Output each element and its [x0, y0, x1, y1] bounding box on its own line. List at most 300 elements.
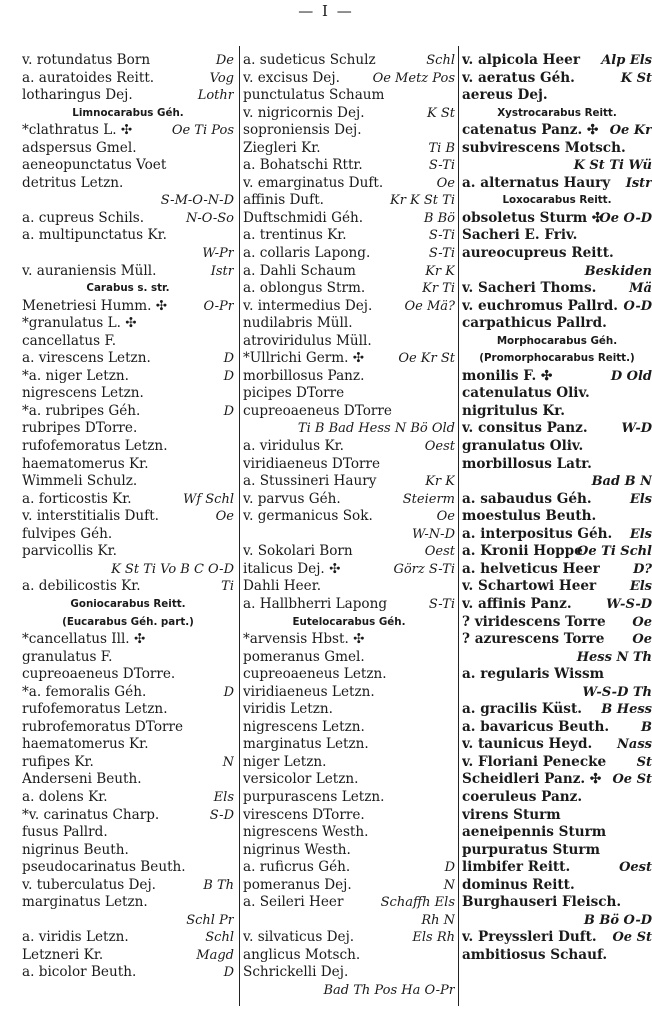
taxon-name: limbifer Reitt.	[462, 859, 571, 876]
species-entry	[462, 754, 652, 772]
taxon-name: v. alpicola Heer	[462, 52, 580, 68]
distribution-label: Oe Metz Pos	[372, 70, 455, 86]
taxon-name: ? viridescens Torre	[462, 613, 606, 630]
taxon-name: a. sudeticus Schulz	[243, 52, 376, 68]
taxon-name: Dahli Heer.	[243, 578, 322, 595]
species-entry	[462, 701, 652, 719]
taxon-name: fusus Pallrd.	[22, 824, 108, 841]
species-entry	[243, 52, 455, 70]
species-entry	[243, 385, 455, 403]
species-entry	[243, 403, 455, 421]
species-entry	[22, 894, 234, 912]
column-divider	[239, 46, 240, 1006]
distribution-label: D	[223, 965, 234, 981]
taxon-name: cancellatus F.	[22, 332, 117, 349]
distribution-label: D	[223, 351, 234, 367]
species-entry	[462, 175, 652, 193]
taxon-name: a. bavaricus Beuth.	[462, 718, 610, 735]
distribution-label: Oe	[436, 175, 455, 191]
taxon-name: Menetriesi Humm. ✣	[22, 297, 168, 314]
taxon-name: v. emarginatus Duft.	[243, 174, 384, 191]
taxon-name: v. euchromus Pallrd.	[462, 297, 618, 314]
species-entry	[243, 140, 455, 158]
species-entry	[22, 192, 234, 210]
taxon-name: subvirescens Motsch.	[462, 139, 626, 156]
distribution-label: Oe	[632, 614, 652, 630]
distribution-label: Oe	[632, 632, 652, 648]
taxon-name: *clathratus L. ✣	[22, 122, 133, 139]
distribution-label: Schl	[205, 930, 234, 946]
species-entry	[22, 701, 234, 719]
species-entry	[462, 157, 652, 175]
distribution-label: Oe St	[612, 772, 652, 788]
species-entry	[22, 754, 234, 772]
distribution-label: Istr	[625, 175, 652, 191]
taxon-name: virescens DTorre.	[243, 806, 365, 823]
species-entry	[462, 789, 652, 807]
species-entry	[462, 385, 652, 403]
species-entry	[462, 824, 652, 842]
distribution-label: K St	[427, 105, 455, 121]
species-entry	[462, 526, 652, 544]
species-entry	[462, 807, 652, 825]
taxon-name: coeruleus Panz.	[462, 788, 583, 805]
species-entry	[243, 982, 455, 1000]
distribution-label: Nass	[617, 737, 652, 753]
species-entry	[22, 456, 234, 474]
taxon-name: parvicollis Kr.	[22, 543, 117, 560]
taxon-name: a. forticostis Kr.	[22, 490, 132, 507]
species-entry	[462, 315, 652, 333]
taxon-name: moestulus Beuth.	[462, 508, 597, 525]
taxon-name: v. Sokolari Born	[243, 543, 353, 560]
species-entry	[22, 947, 234, 965]
taxon-name: soproniensis Dej.	[243, 122, 362, 139]
distribution-label: Oe Mä?	[404, 298, 455, 314]
distribution-label: Els	[629, 491, 652, 507]
taxon-name: *cancellatus Ill. ✣	[22, 631, 146, 648]
distribution-label: Oe O-D	[599, 210, 652, 226]
taxon-name: ? azurescens Torre	[462, 631, 605, 648]
taxon-name: obsoletus Sturm ✣	[462, 209, 604, 226]
taxon-name: picipes DTorre	[243, 385, 345, 402]
species-entry	[22, 736, 234, 754]
distribution-label: Ti	[221, 579, 234, 595]
taxon-name: v. Floriani Penecke	[462, 753, 607, 770]
species-entry	[462, 614, 652, 632]
distribution-label: Istr	[210, 263, 234, 279]
species-entry	[22, 561, 234, 579]
species-entry	[243, 157, 455, 175]
taxon-name: a. regularis Wissm	[462, 666, 605, 683]
taxon-name: a. ruficrus Géh.	[243, 859, 351, 876]
distribution-label: Ti B	[428, 140, 455, 156]
species-entry	[243, 210, 455, 228]
taxon-name: v. taunicus Heyd.	[462, 736, 593, 753]
taxon-name: a. multipunctatus Kr.	[22, 227, 167, 244]
taxon-name: viridiaeneus DTorre	[243, 455, 381, 472]
taxon-name: a. viridulus Kr.	[243, 438, 344, 455]
taxon-name: punctulatus Schaum	[243, 87, 385, 104]
taxon-name: a. oblongus Strm.	[243, 280, 366, 297]
taxon-name: haematomerus Kr.	[22, 736, 149, 753]
species-entry	[22, 719, 234, 737]
distribution-label: Oe Kr St	[398, 351, 455, 367]
distribution-label: Schl	[426, 53, 455, 68]
taxon-name: aereus Dej.	[462, 87, 548, 104]
distribution-label: N	[222, 754, 234, 770]
distribution-label: Mä	[629, 281, 652, 297]
taxon-name: a. sabaudus Géh.	[462, 490, 592, 507]
section-heading	[22, 280, 234, 298]
taxon-name: v. germanicus Sok.	[243, 508, 373, 525]
taxon-name: carpathicus Pallrd.	[462, 315, 607, 332]
column-3	[462, 52, 652, 964]
taxon-name: a. interpositus Géh.	[462, 525, 613, 542]
taxon-name: nigrescens Letzn.	[243, 718, 365, 735]
species-entry	[22, 245, 234, 263]
taxon-name: a. auratoides Reitt.	[22, 69, 155, 86]
heading-text: (Promorphocarabus Reitt.)	[479, 352, 635, 365]
species-entry	[22, 140, 234, 158]
species-entry	[462, 52, 652, 70]
heading-text: Morphocarabus Géh.	[496, 334, 618, 347]
taxon-name: a. collaris Lapong.	[243, 245, 371, 262]
species-entry	[22, 473, 234, 491]
species-entry	[462, 87, 652, 105]
species-entry	[462, 666, 652, 684]
distribution-label: B Hess	[601, 702, 652, 718]
species-entry	[22, 368, 234, 386]
distribution-label: Ti B Bad Hess N Bö Old	[297, 421, 455, 437]
distribution-label: Kr K	[425, 474, 455, 490]
taxon-name: aeneopunctatus Voet	[22, 157, 167, 174]
taxon-name: rubrofemoratus DTorre	[22, 718, 184, 735]
taxon-name: v. parvus Géh.	[243, 490, 341, 507]
taxon-name: aureocupreus Reitt.	[462, 245, 614, 262]
taxon-name: Scheidleri Panz. ✣	[462, 771, 602, 788]
species-entry	[462, 368, 652, 386]
species-entry	[22, 578, 234, 596]
taxon-name: a. gracilis Küst.	[462, 701, 582, 718]
species-entry	[462, 491, 652, 509]
species-entry	[22, 87, 234, 105]
taxon-name: haematomerus Kr.	[22, 455, 149, 472]
distribution-label: Bad Th Pos Ha O-Pr	[323, 982, 455, 998]
species-entry	[243, 526, 455, 544]
species-entry	[243, 666, 455, 684]
species-entry	[243, 929, 455, 947]
taxon-name: v. nigricornis Dej.	[243, 104, 365, 121]
taxon-name: niger Letzn.	[243, 753, 327, 770]
taxon-name: viridis Letzn.	[243, 701, 333, 718]
species-entry	[243, 789, 455, 807]
species-entry	[243, 473, 455, 491]
taxon-name: cupreoaeneus DTorre.	[22, 666, 176, 683]
distribution-label: St	[636, 754, 652, 770]
species-entry	[243, 912, 455, 930]
species-entry	[22, 929, 234, 947]
taxon-name: a. Stussineri Haury	[243, 473, 377, 490]
taxon-name: purpuratus Sturm	[462, 841, 600, 858]
taxon-name: cupreoaeneus Letzn.	[243, 666, 387, 683]
species-entry	[243, 105, 455, 123]
distribution-label: S-Ti	[428, 228, 455, 244]
species-entry	[243, 947, 455, 965]
species-entry	[462, 877, 652, 895]
column-divider	[458, 46, 459, 1006]
section-heading	[22, 105, 234, 123]
species-entry	[243, 701, 455, 719]
species-entry	[22, 350, 234, 368]
distribution-label: Oe Kr	[609, 123, 652, 139]
section-heading	[462, 333, 652, 351]
taxon-name: aeneipennis Sturm	[462, 824, 607, 841]
distribution-label: S-Ti	[428, 246, 455, 262]
species-entry	[22, 298, 234, 316]
taxon-name: dominus Reitt.	[462, 876, 575, 893]
species-entry	[462, 842, 652, 860]
species-entry	[22, 859, 234, 877]
taxon-name: *granulatus L. ✣	[22, 315, 137, 332]
taxon-name: *arvensis Hbst. ✣	[243, 631, 365, 648]
species-entry	[462, 649, 652, 667]
taxon-name: a. Bohatschi Rttr.	[243, 157, 363, 174]
taxon-name: nigritulus Kr.	[462, 402, 565, 419]
distribution-label: Vog	[209, 70, 234, 86]
taxon-name: v. excisus Dej.	[243, 69, 340, 86]
species-entry	[243, 842, 455, 860]
distribution-label: Bad B N	[591, 474, 652, 490]
distribution-label: D	[444, 860, 455, 876]
species-entry	[462, 438, 652, 456]
distribution-label: Schl Pr	[186, 912, 234, 928]
taxon-name: granulatus Oliv.	[462, 438, 584, 455]
distribution-label: D	[223, 403, 234, 419]
distribution-label: D Old	[610, 368, 652, 384]
species-entry	[22, 964, 234, 982]
distribution-label: D	[223, 368, 234, 384]
species-entry	[22, 52, 234, 70]
distribution-label: Oe Ti Pos	[171, 123, 234, 139]
taxon-name: versicolor Letzn.	[243, 771, 359, 788]
species-entry	[243, 543, 455, 561]
taxon-name: a. virescens Letzn.	[22, 350, 151, 367]
distribution-label: Oest	[424, 544, 455, 560]
species-entry	[462, 929, 652, 947]
distribution-label: W-Pr	[202, 246, 234, 262]
heading-text: Loxocarabus Reitt.	[502, 194, 612, 207]
species-entry	[22, 877, 234, 895]
species-entry	[462, 561, 652, 579]
species-entry	[243, 859, 455, 877]
taxon-name: italicus Dej. ✣	[243, 560, 341, 577]
species-entry	[22, 491, 234, 509]
distribution-label: Oest	[619, 860, 652, 876]
distribution-label: Rh N	[421, 912, 455, 928]
taxon-name: a. helveticus Heer	[462, 560, 600, 577]
heading-text: Carabus s. str.	[86, 282, 170, 295]
taxon-name: *Ullrichi Germ. ✣	[243, 350, 365, 367]
page-number: — I —	[298, 2, 354, 20]
distribution-label: Görz S-Ti	[393, 561, 455, 577]
taxon-name: Sacheri E. Friv.	[462, 227, 578, 244]
species-entry	[462, 420, 652, 438]
taxon-name: v. Sacheri Thoms.	[462, 280, 597, 297]
distribution-label: B Bö O-D	[583, 912, 652, 928]
species-entry	[243, 684, 455, 702]
taxon-name: Ziegleri Kr.	[243, 139, 321, 156]
heading-text: Goniocarabus Reitt.	[70, 597, 186, 610]
section-heading	[243, 614, 455, 632]
distribution-label: N	[443, 877, 455, 893]
distribution-label: D?	[633, 561, 652, 577]
taxon-name: rufofemoratus Letzn.	[22, 438, 168, 455]
taxon-name: Wimmeli Schulz.	[22, 473, 138, 490]
taxon-name: nudilabris Müll.	[243, 315, 353, 332]
section-heading	[462, 105, 652, 123]
taxon-name: Burghauseri Fleisch.	[462, 894, 622, 911]
species-entry	[243, 70, 455, 88]
species-entry	[243, 824, 455, 842]
taxon-name: viridiaeneus Letzn.	[243, 683, 375, 700]
species-entry	[243, 596, 455, 614]
taxon-name: pseudocarinatus Beuth.	[22, 859, 186, 876]
distribution-label: D	[223, 684, 234, 700]
species-entry	[22, 438, 234, 456]
distribution-label: Oe Ti Schl	[577, 544, 652, 560]
heading-text: Limnocarabus Géh.	[72, 106, 184, 119]
species-entry	[243, 491, 455, 509]
taxon-name: a. trentinus Kr.	[243, 227, 347, 244]
taxon-name: ambitiosus Schauf.	[462, 946, 608, 963]
section-heading	[22, 596, 234, 614]
taxon-name: a. viridis Letzn.	[22, 929, 129, 946]
section-heading	[22, 614, 234, 632]
species-entry	[462, 210, 652, 228]
species-entry	[22, 210, 234, 228]
species-entry	[22, 122, 234, 140]
species-entry	[243, 368, 455, 386]
species-entry	[243, 894, 455, 912]
species-entry	[243, 631, 455, 649]
distribution-label: Wf Schl	[182, 491, 234, 507]
species-entry	[462, 245, 652, 263]
distribution-label: Els	[629, 526, 652, 542]
heading-text: Eutelocarabus Géh.	[292, 615, 406, 628]
species-entry	[243, 245, 455, 263]
species-entry	[243, 649, 455, 667]
species-entry	[22, 807, 234, 825]
distribution-label: Kr K St Ti	[390, 193, 455, 209]
species-entry	[243, 754, 455, 772]
species-entry	[243, 807, 455, 825]
distribution-label: K St Ti Wü	[573, 158, 652, 174]
species-entry	[462, 280, 652, 298]
section-heading	[462, 192, 652, 210]
species-entry	[243, 87, 455, 105]
taxon-name: cupreoaeneus DTorre	[243, 402, 392, 419]
taxon-name: marginatus Letzn.	[22, 894, 148, 911]
distribution-label: Els	[629, 579, 652, 595]
species-entry	[462, 456, 652, 474]
species-entry	[22, 227, 234, 245]
species-entry	[462, 263, 652, 281]
distribution-label: S-Ti	[428, 158, 455, 174]
column-1	[22, 52, 234, 982]
heading-text: Xystrocarabus Reitt.	[497, 106, 617, 119]
distribution-label: Steierm	[402, 491, 455, 507]
taxon-name: v. aeratus Géh.	[462, 69, 575, 86]
distribution-label: N-O-So	[185, 210, 234, 226]
taxon-name: morbillosus Panz.	[243, 367, 365, 384]
species-entry	[22, 684, 234, 702]
species-entry	[243, 771, 455, 789]
species-entry	[462, 596, 652, 614]
taxon-name: rufofemoratus Letzn.	[22, 701, 168, 718]
taxon-name: v. tuberculatus Dej.	[22, 876, 156, 893]
species-entry	[22, 649, 234, 667]
species-entry	[22, 543, 234, 561]
taxon-name: v. rotundatus Born	[22, 52, 151, 68]
taxon-name: rubripes DTorre.	[22, 420, 138, 437]
species-entry	[243, 561, 455, 579]
taxon-name: v. consitus Panz.	[462, 420, 588, 437]
distribution-label: S-Ti	[428, 596, 455, 612]
distribution-label: Beskiden	[584, 263, 652, 279]
species-entry	[243, 508, 455, 526]
species-entry	[22, 771, 234, 789]
species-entry	[462, 684, 652, 702]
distribution-label: O-Pr	[203, 298, 234, 314]
species-entry	[22, 157, 234, 175]
distribution-label: Kr Ti	[422, 281, 455, 297]
taxon-name: v. intermedius Dej.	[243, 297, 373, 314]
taxon-name: atroviridulus Müll.	[243, 332, 372, 349]
species-entry	[462, 912, 652, 930]
taxon-name: catenulatus Oliv.	[462, 385, 590, 402]
species-entry	[22, 385, 234, 403]
species-entry	[22, 631, 234, 649]
species-entry	[22, 824, 234, 842]
distribution-label: De	[215, 53, 234, 68]
taxon-name: nigrescens Westh.	[243, 824, 369, 841]
species-entry	[22, 789, 234, 807]
taxon-name: v. Preyssleri Duft.	[462, 929, 597, 946]
species-entry	[243, 420, 455, 438]
species-entry	[243, 578, 455, 596]
distribution-label: Kr K	[425, 263, 455, 279]
taxon-name: v. interstitialis Duft.	[22, 508, 159, 525]
species-entry	[462, 894, 652, 912]
taxon-name: v. auraniensis Müll.	[22, 262, 157, 279]
taxon-name: v. affinis Panz.	[462, 595, 572, 612]
species-entry	[462, 631, 652, 649]
taxon-name: anglicus Motsch.	[243, 946, 361, 963]
taxon-name: *v. carinatus Charp.	[22, 806, 160, 823]
species-entry	[462, 403, 652, 421]
distribution-label: Oest	[424, 439, 455, 455]
taxon-name: nigrinus Westh.	[243, 841, 351, 858]
species-entry	[462, 473, 652, 491]
species-entry	[22, 508, 234, 526]
species-entry	[243, 456, 455, 474]
taxon-name: Schrickelli Dej.	[243, 964, 349, 981]
taxon-name: *a. rubripes Géh.	[22, 402, 141, 419]
distribution-label: O-D	[623, 298, 652, 314]
taxon-name: a. alternatus Haury	[462, 174, 611, 191]
species-entry	[243, 280, 455, 298]
